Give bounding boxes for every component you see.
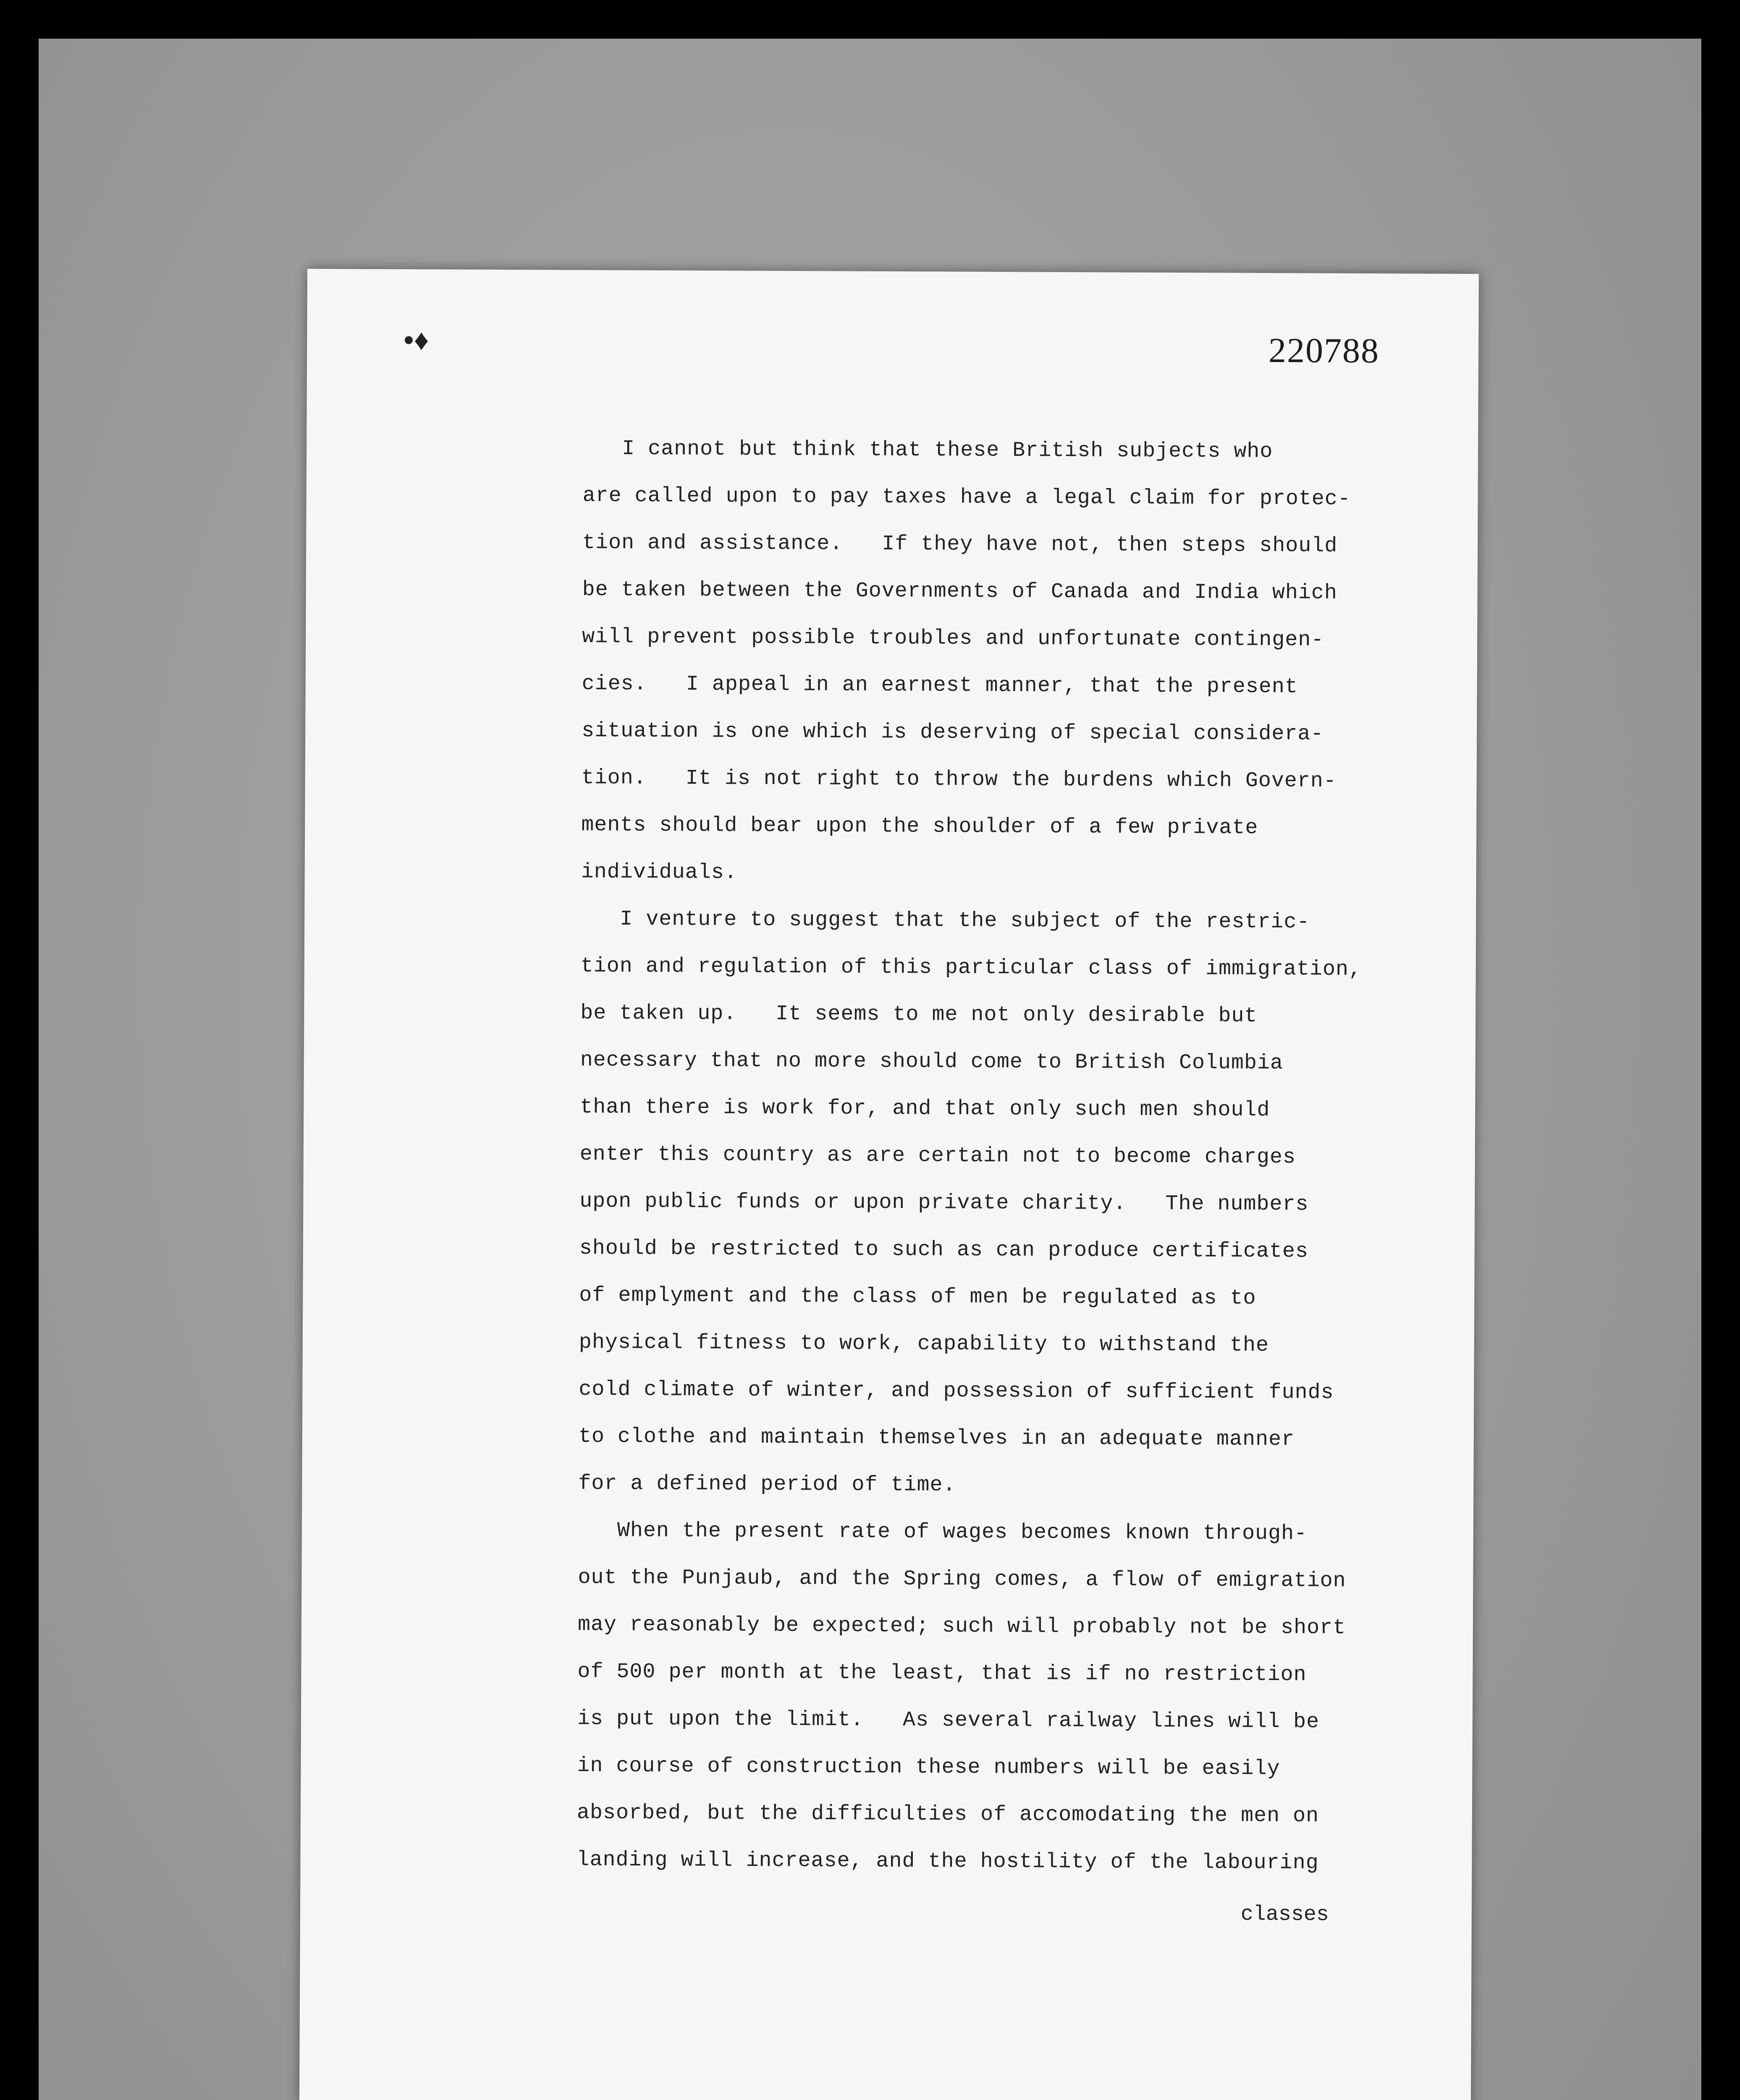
letter-line: When the present rate of wages becomes known through- [539, 1518, 1308, 1546]
letter-line: be taken between the Governments of Canada and India which [543, 578, 1338, 605]
document-number: 220788 [1268, 331, 1380, 371]
letter-line: necessary that no more should come to British Columbia [541, 1048, 1284, 1076]
letter-line: should be restricted to such as can produce certificates [540, 1236, 1309, 1264]
mount-background [39, 39, 1701, 2100]
letter-line: of 500 per month at the least, that is if no restriction [538, 1659, 1307, 1687]
letter-line: I venture to suggest that the subject of the restric- [542, 907, 1310, 934]
letter-line: of emplyment and the class of men be regulated as to [540, 1283, 1256, 1310]
letter-line: tion. It is not right to throw the burdens which Govern- [542, 766, 1337, 793]
catchword: classes [1240, 1902, 1329, 1927]
letter-line: tion and assistance. If they have not, then steps should [543, 530, 1338, 558]
letter-line: ments should bear upon the shoulder of a few private [542, 813, 1258, 840]
letter-line: than there is work for, and that only such men should [541, 1095, 1270, 1123]
letter-line: out the Punjaub, and the Spring comes, a flow of emigration [539, 1565, 1346, 1593]
letter-line: may reasonably be expected; such will probably not be short [538, 1612, 1346, 1640]
letter-line: absorbed, but the difficulties of accomodating the men on [537, 1801, 1319, 1828]
letter-line: situation is one which is deserving of special considera- [542, 719, 1324, 746]
letter-line: upon public funds or upon private charity. The numbers [540, 1189, 1309, 1217]
letter-line: individuals. [542, 860, 737, 885]
letter-line: in course of construction these numbers will be easily [538, 1754, 1280, 1781]
letter-line: to clothe and maintain themselves in an adequate manner [539, 1424, 1295, 1452]
letter-line: are called upon to pay taxes have a legal claim for protec- [543, 483, 1351, 511]
letter-line: I cannot but think that these British subjects who [544, 436, 1273, 464]
letter-line: is put upon the limit. As several railway lines will be [538, 1706, 1320, 1734]
letter-body [537, 425, 1509, 1887]
letter-line: physical fitness to work, capability to withstand the [540, 1330, 1269, 1358]
document-page [299, 269, 1479, 2100]
letter-line: enter this country as are certain not to become charges [540, 1142, 1296, 1170]
letter-line: be taken up. It seems to me not only desirable but [541, 1001, 1258, 1028]
letter-line: will prevent possible troubles and unfortunate contingen- [543, 625, 1324, 652]
letter-line: landing will increase, and the hostility of the labouring [537, 1848, 1319, 1875]
letter-line: for a defined period of time. [539, 1471, 956, 1497]
letter-line: cies. I appeal in an earnest manner, that the present [542, 672, 1298, 699]
letter-line: cold climate of winter, and possession of sufficient funds [540, 1377, 1334, 1405]
page-mark: •♦ [404, 323, 429, 357]
letter-line: tion and regulation of this particular class of immigration, [541, 954, 1362, 982]
